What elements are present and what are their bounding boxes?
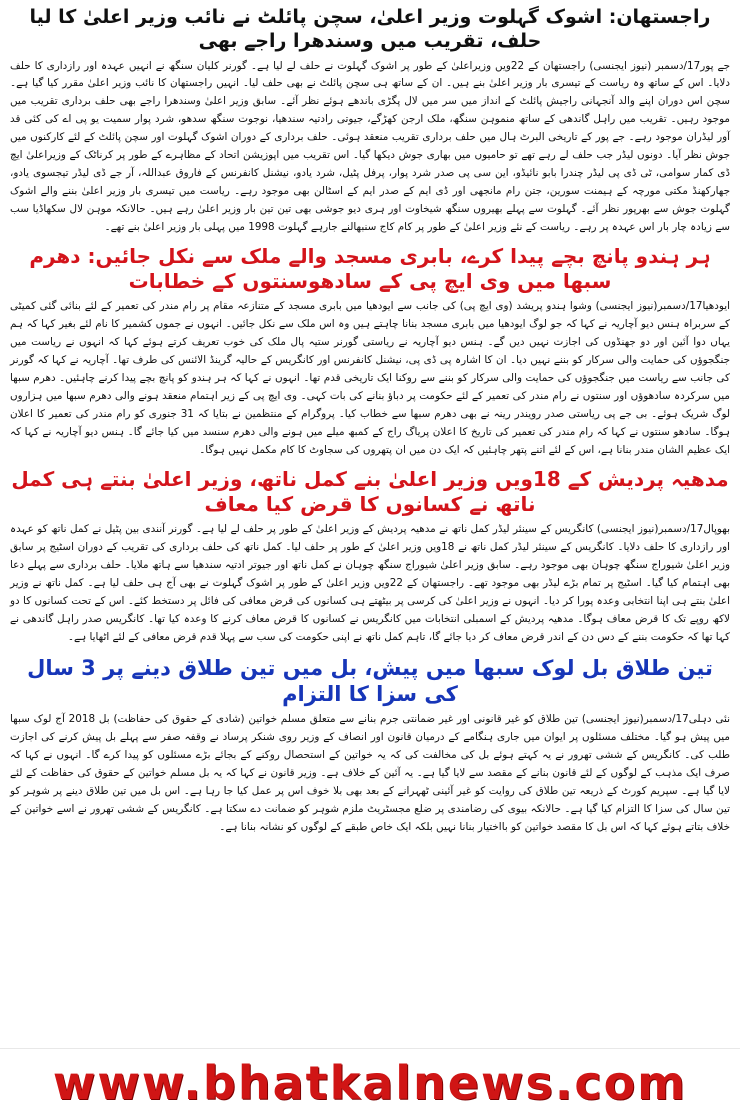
article-kamal-nath — [8, 467, 732, 646]
headline-kamal-nath: مدھیہ پردیش کے 18ویں وزیر اعلیٰ بنے کمل ناتھ، وزیر اعلیٰ بنتے ہی کمل ناتھ نے کسانوں کا قرض کیا معاف — [11, 467, 729, 517]
site-footer-banner — [0, 1048, 740, 1117]
article-dharam-sabha — [8, 244, 732, 459]
paragraph: ایودھیا17/دسمبر(نیوز ایجنسی) وشوا ہندو پریشد (وی ایچ پی) کی جانب سے ایودھیا میں بابری مسجد کے متنازعہ مقام پر رام مندر کی تعمیر کے لئے بنائی گئی کمیٹی کے سربراہ ہنس دیو آچاریہ نے کہا کہ جو لوگ ایودھیا میں بابری مسجد بنانا چاہتے ہیں وہ اس ملک سے نکل جائیں۔ انہوں نے جموں کشمیر کا نام لئے بغیر کہا کہ ہم یہاں دوا آئین اور دو جھنڈوں کی اجازت نہیں دیں گے۔ ہنس دیو آچاریہ نے ریاستی گورنر ستیہ پال ملک کی خوب تعریف کرتے ہوئے کہا کہ انہوں نے ریاست میں جنگجوؤں کی حمایت والی سرکار کو بننے نہیں دیا۔ ان کا اشارہ پی ڈی پی، نیشنل کانفرنس اور کانگریس کے حالیہ گرینڈ الائنس کی طرف تھا۔ آچاریہ نے کہا کہ گورنر کی جانب سے ریاست میں جنگجوؤں کی حمایت والی سرکار کو بننے سے روکنا ایک تاریخی قدم تھا۔ انہوں نے کہا کہ ہر ہندو کو پانچ بچے پیدا کرنے چاہئیں۔ دھرم سبھا میں سرکردہ سادھوؤں اور سنتوں نے رام مندر کی تعمیر کے لئے حکومت پر دباؤ بنانے کی بات کہی۔ وی ایچ پی کے زیر اہتمام منعقد ہونے والی دھرم سبھا میں ہزاروں لوگ شریک ہوئے۔ بی جے پی ریاستی صدر رویندر رینہ نے بھی دھرم سبھا سے خطاب کیا۔ پروگرام کے منتظمین نے بتایا کہ 31 جنوری کو رام مندر کی تعمیر کا اعلان ہوگا۔ سادھو سنتوں نے کہا کہ رام مندر کی تعمیر کی تاریخ کا اعلان پریاگ راج کے کمبھ میلے میں ہونے والی دھرم سنسد میں کیا جائے گا۔ ہنس دیو آچاریہ نے کہا کہ ایک عظیم الشان مندر بنانا ہے، اس کے لئے اتنے پتھر چاہئیں کہ ایک دن میں ان پتھروں کی سجاوٹ کا کام مکمل نہیں ہوگا۔ — [10, 300, 730, 456]
headline-dharam-sabha: ہر ہندو پانچ بچے پیدا کرے، بابری مسجد والے ملک سے نکل جائیں: دھرم سبھا میں وی ایچ پی کے سادھوسنتوں کے خطابات — [29, 244, 711, 294]
article-body-kamal-nath — [10, 521, 730, 646]
article-body-dharam-sabha — [10, 298, 730, 459]
article-body-gehlot — [10, 58, 730, 237]
paragraph: بھوپال17/دسمبر(نیوز ایجنسی) کانگریس کے سینئر لیڈر کمل ناتھ نے مدھیہ پردیش کے وزیر اعلیٰ کے طور پر حلف لے لیا ہے۔ گورنر آنندی بین پٹیل نے کمل ناتھ کو عہدہ اور رازداری کا حلف دلایا۔ کانگریس کے سینئر لیڈر کمل ناتھ نے 18ویں وزیر اعلیٰ کے طور پر حلف لیا۔ کمل ناتھ کی حلف برداری کی تقریب کے دوران اسٹیج پر سابق وزیر اعلیٰ شیوراج سنگھ چوہان بھی موجود رہے۔ سابق وزیر اعلیٰ شیوراج سنگھ چوہان نے کمل ناتھ اور جیوتر ادتیہ سندھیا سے ہاتھ ملایا۔ حلف برداری سے پہلے دعا بھی اہتمام کیا گیا۔ اسٹیج پر تمام بڑے لیڈر بھی موجود تھے۔ راجستھان کے 22ویں وزیر اعلیٰ کے طور پر اشوک گہلوت نے بھی آج ہی حلف لیا ہے۔ کمل ناتھ نے وزیر اعلیٰ بنتے ہی اپنا انتخابی وعدہ پورا کر دیا۔ انہوں نے وزیر اعلیٰ کی کرسی پر بیٹھتے ہی کسانوں کی قرض معافی کی فائل پر دستخط کئے۔ اس کے تحت کسانوں کا دو لاکھ روپے تک کا قرض معاف ہوگا۔ مدھیہ پردیش کے اسمبلی انتخابات میں کانگریس نے کسانوں کا قرض معاف کرنے کا وعدہ کیا تھا۔ کانگریس صدر راہل گاندھی نے کہا تھا کہ حکومت بننے کے دس دن کے اندر قرض معاف کر دیا جائے گا، تاہم کمل ناتھ نے اپنی حکومت کی سب سے پہلا قدم قرض معافی کے لئے اٹھایا ہے۔ — [10, 523, 730, 643]
site-url[interactable]: www.bhatkalnews.com — [52, 1056, 688, 1110]
article-gehlot — [8, 6, 732, 236]
headline-triple-talaq: تین طلاق بل لوک سبھا میں پیش، بل میں تین طلاق دینے پر 3 سال کی سزا کا التزام — [27, 655, 713, 706]
article-triple-talaq — [8, 655, 732, 837]
article-body-triple-talaq — [10, 711, 730, 836]
paragraph: جے پور17/دسمبر (نیوز ایجنسی) راجستھان کے 22ویں وزیراعلیٰ کے طور پر اشوک گہلوت نے حلف لے لیا ہے۔ گورنر کلیان سنگھ نے انہیں عہدہ اور رازداری کا حلف دلایا۔ اس کے ساتھ وہ ریاست کے تیسری بار وزیر اعلیٰ بنے ہیں۔ ان کے ساتھ ہی سچن پائلٹ نے بھی حلف لیا۔ انہیں راجستھان کا نائب وزیر اعلیٰ مقرر کیا گیا ہے۔ سچن اس دوران اپنے والد آنجہانی راجیش پائلٹ کے انداز میں سر میں لال پگڑی باندھے ہوئے نظر آئے۔ سابق وزیر اعلیٰ وسندھرا راجے بھی حلف برداری تقریب میں موجود رہیں۔ تقریب میں راہل گاندھی کے ساتھ منموہن سنگھ، ملک ارجن کھڑگے، جیوتی رادتیہ سندھیا، نوجوت سنگھ سدھو، شرد پوار سمیت یو پی اے کی کئی قد آور لیڈران موجود رہے۔ جے پور کے تاریخی البرٹ ہال میں حلف برداری تقریب منعقد ہوئی۔ حلف برداری کے دوران اشوک گہلوت اور سچن پائلٹ کے لئے کارکنوں میں جوش نظر آیا۔ دونوں لیڈر جب حلف لے رہے تھے تو حامیوں میں بھاری جوش دیکھا گیا۔ اس تقریب میں اپوزیشن اتحاد کے مظاہرے کے طور پر کرناٹک کے وزیراعلیٰ ایچ ڈی کمار سوامی، ٹی ڈی پی لیڈر چندرا بابو نائیڈو، این سی پی صدر شرد پوار، پرفل پٹیل، شرد یادو، نیشنل کانفرنس کے فاروق عبداللہ، آر جے ڈی لیڈر تیجسوی یادو، جھارکھنڈ مکتی مورچہ کے ہیمنت سورین، جتن رام مانجھی اور ڈی ایم کے صدر ایم کے اسٹالن بھی موجود رہے۔ ریاست میں تیسری بار وزیر اعلیٰ بننے والے اشوک گہلوت جوش سے بھرپور نظر آئے۔ گہلوت سے پہلے بھیروں سنگھ شیخاوت اور ہری دیو جوشی بھی تین تین بار وزیر اعلیٰ رہے ہیں۔ حالانکہ موہن لال سکھاڈیا سب سے زیادہ چار بار اس عہدہ پر رہے۔ ریاست کے نئے وزیر اعلیٰ کے طور پر کام کاج سنبھالنے جارہے گہلوت 1998 میں پہلی بار وزیر اعلیٰ بنے تھے۔ — [10, 59, 730, 233]
paragraph: نئی دہلی17/دسمبر(نیوز ایجنسی) تین طلاق کو غیر قانونی اور غیر ضمانتی جرم بنانے سے متعلق مسلم خواتین (شادی کے حقوق کی حفاظت) بل 2018 آج لوک سبھا میں پیش ہو گیا۔ مختلف مسئلوں پر ایوان میں جاری ہنگامے کے درمیان قانون اور انصاف کے وزیر روی شنکر پرساد نے وقفہ صفر سے پہلے بل پیش کرنے کی اجازت طلب کی۔ کانگریس کے ششی تھرور نے یہ کہتے ہوئے بل کی مخالفت کی کہ یہ خواتین کے استحصال روکنے کے بجائے بڑے مسئلوں کو پیدا کرے گا۔ انہوں نے کہا کہ صرف ایک مذہب کے لوگوں کے لئے قانون بنانے کے مقصد سے لایا گیا ہے۔ یہ آئین کے خلاف ہے۔ وزیر قانون نے کہا کہ یہ بل مسلم خواتین کے حقوق کی حفاظت کے لئے لایا گیا ہے۔ سپریم کورٹ کے ذریعہ تین طلاق کی روایت کو غیر آئینی ٹھہرانے کے بعد بھی بلا خوف اس پر عمل کیا جا رہا ہے۔ اس بل میں تین طلاق دینے پر شوہر کو تین سال کی سزا کا التزام کیا گیا ہے۔ حالانکہ بیوی کی رضامندی پر ضلع مجسٹریٹ ملزم شوہر کو ضمانت دے سکتا ہے۔ کانگریس کے ششی تھرور نے اسے خواتین کے خلاف بتاتے ہوئے کہا کہ اس بل کا مقصد خواتین کو بااختیار بنانا نہیں بلکہ ایک خاص طبقے کے لوگوں کو نشانہ بنانا ہے۔ — [10, 713, 731, 833]
headline-gehlot: راجستھان: اشوک گہلوت وزیر اعلیٰ، سچن پائلٹ نے نائب وزیر اعلیٰ کا لیا حلف، تقریب میں وسندھرا راجے بھی — [29, 6, 711, 52]
